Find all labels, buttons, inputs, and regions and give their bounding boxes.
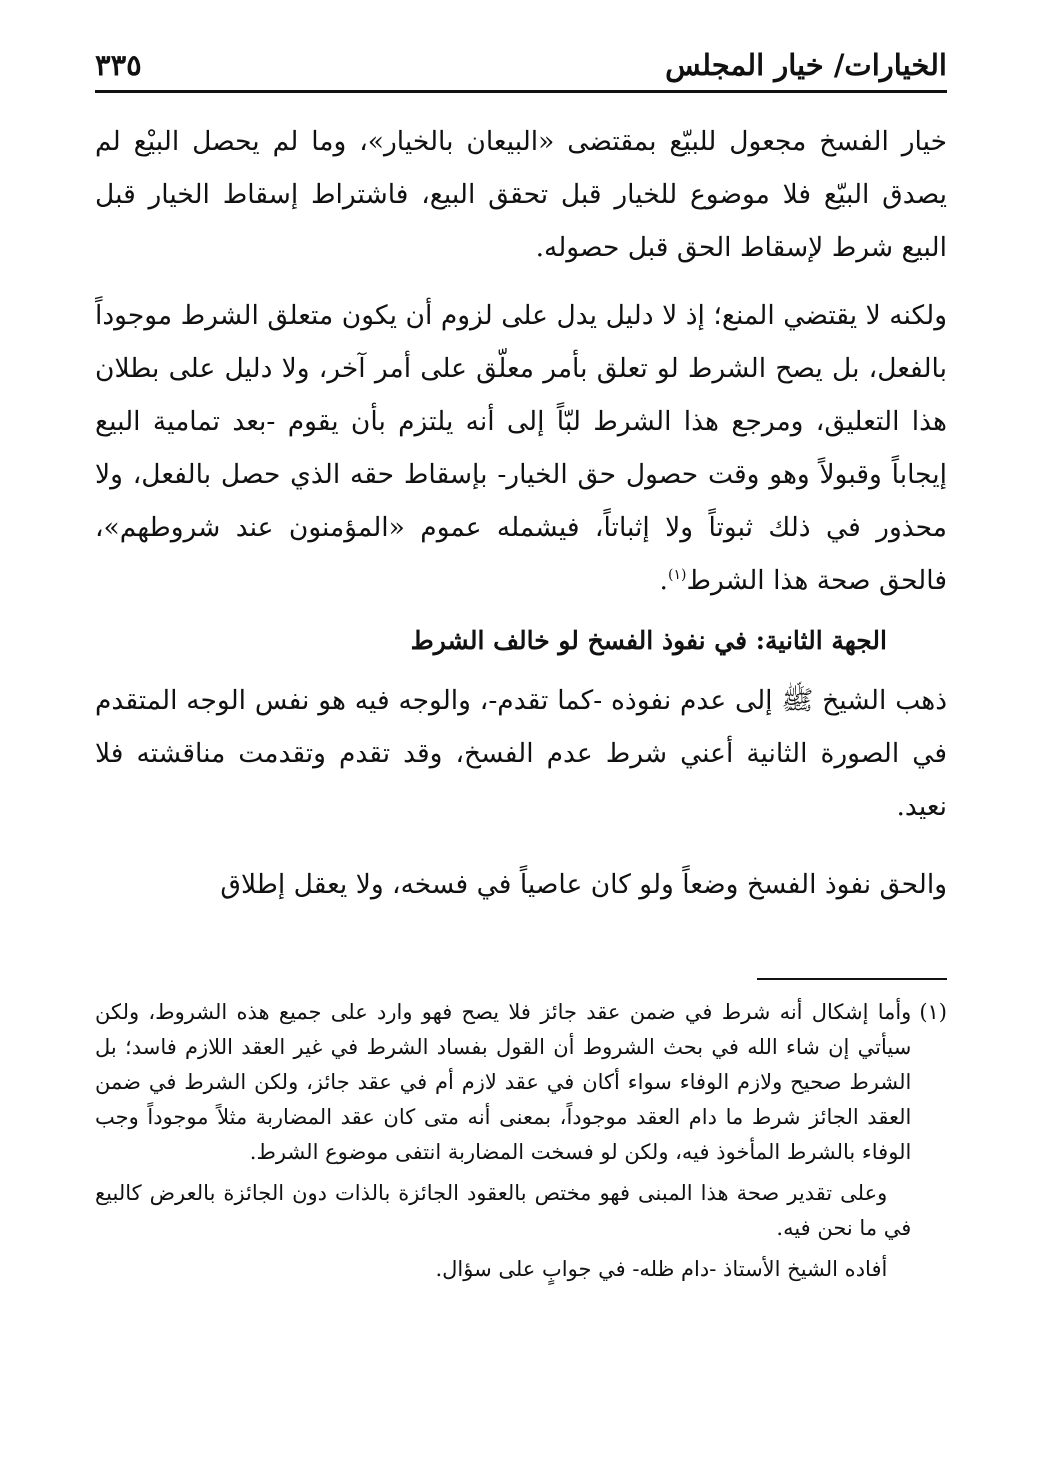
page-header (95, 40, 947, 93)
footnote-paragraph-3: أفاده الشيخ الأستاذ -دام ظله- في جوابٍ على سؤال. (435, 1257, 888, 1281)
main-text (95, 115, 947, 911)
paragraph-1: خيار الفسخ مجعول للبيّع بمقتضى «البيعان بالخيار»، وما لم يحصل البيْع لم يصدق البيّع فلا موضوع للخيار قبل تحقق البيع، فاشتراط إسقاط الخيار قبل البيع شرط لإسقاط الحق قبل حصوله. (95, 126, 947, 263)
footnote-paragraph-2: وعلى تقدير صحة هذا المبنى فهو مختص بالعقود الجائزة بالذات دون الجائزة بالعرض كالبيع في ما نحن فيه. (95, 1181, 912, 1240)
paragraph-2-end: . (659, 565, 668, 596)
footnotes (95, 995, 947, 1287)
paragraph-3: ذهب الشيخ ﷺ إلى عدم نفوذه -كما تقدم-، والوجه فيه هو نفس الوجه المتقدم في الصورة الثانية أعني شرط عدم الفسخ، وقد تقدم وتقدمت مناقشته فلا نعيد. (95, 685, 947, 822)
footnote-1 (95, 995, 947, 1287)
footnote-separator (757, 978, 947, 980)
footnote-body (95, 995, 911, 1287)
footnote-number: (١) (919, 1000, 947, 1024)
paragraph-2-text: ولكنه لا يقتضي المنع؛ إذ لا دليل يدل على لزوم أن يكون متعلق الشرط موجوداً بالفعل، بل يصح الشرط لو تعلق بأمر معلّق على أمر آخر، ولا دليل على بطلان هذا التعليق، ومرجع هذا الشرط لبّاً إلى أنه يلتزم بأن يقوم -بعد تمامية البيع إيجاباً وقبولاً وهو وقت حصول حق الخيار- بإسقاط حقه الذي حصل بالفعل، ولا محذور في ذلك ثبوتاً ولا إثباتاً، فيشمله عموم «المؤمنون عند شروطهم»، فالحق صحة هذا الشرط (95, 300, 947, 596)
footnote-paragraph-1: وأما إشكال أنه شرط في ضمن عقد جائز فلا يصح فهو وارد على جميع هذه الشروط، ولكن سيأتي إن شاء الله في بحث الشروط أن القول بفساد الشرط في غير العقد اللازم فاسد؛ بل الشرط صحيح ولازم الوفاء سواء أكان في عقد لازم أم في عقد جائز، ولكن الشرط في ضمن العقد الجائز شرط ما دام العقد موجوداً، بمعنى أنه متى كان عقد المضاربة مثلاً موجوداً وجب الوفاء بالشرط المأخوذ فيه، ولكن لو فسخت المضاربة انتفى موضوع الشرط. (95, 1000, 912, 1164)
running-head: الخيارات/ خيار المجلس (665, 48, 947, 82)
footnote-reference[interactable]: (١) (667, 567, 687, 584)
paragraph-2 (95, 289, 947, 607)
page-number: ٣٣٥ (95, 48, 142, 82)
paragraph-4: والحق نفوذ الفسخ وضعاً ولو كان عاصياً في فسخه، ولا يعقل إطلاق (220, 869, 947, 900)
section-heading: الجهة الثانية: في نفوذ الفسخ لو خالف الشرط (410, 626, 887, 655)
